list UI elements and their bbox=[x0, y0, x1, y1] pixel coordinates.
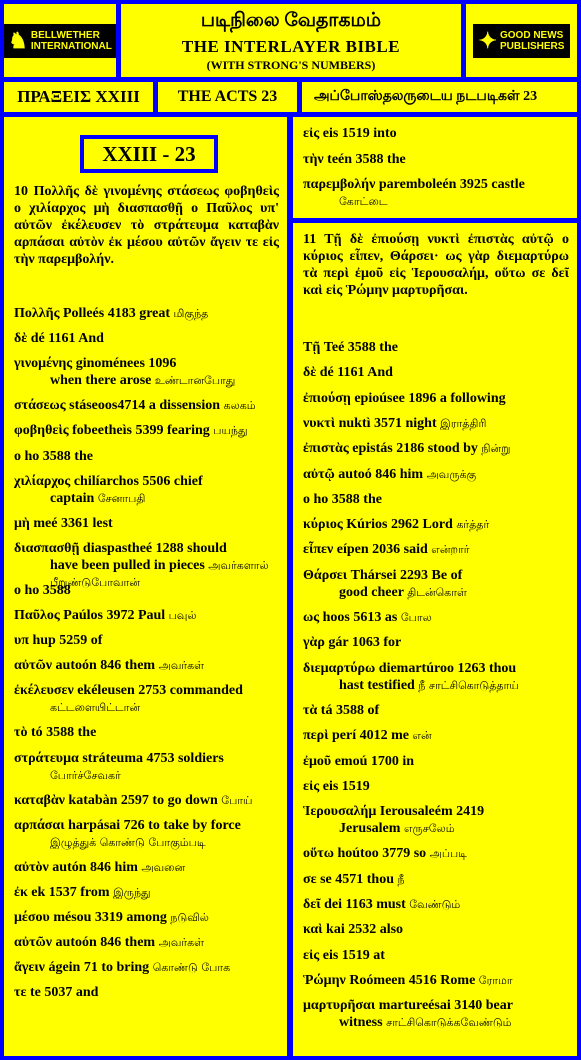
translit-strongs-gloss: ek 1537 from bbox=[27, 884, 114, 900]
greek-word: καταβὰν bbox=[14, 792, 65, 808]
word-entry bbox=[303, 871, 569, 888]
logo-line2: PUBLISHERS bbox=[499, 40, 565, 52]
word-entry bbox=[14, 515, 280, 532]
translit-strongs-gloss: mésou 3319 among bbox=[49, 910, 171, 925]
translit-strongs-gloss: meé 3361 lest bbox=[29, 515, 113, 531]
word-entry bbox=[14, 909, 280, 926]
translit-strongs-gloss: dé 1161 And bbox=[27, 331, 104, 347]
greek-word: εἰς bbox=[303, 126, 320, 141]
tamil-gloss: பயந்து bbox=[213, 424, 248, 438]
greek-word: Ῥώμην bbox=[303, 972, 346, 988]
greek-word: περὶ bbox=[303, 728, 329, 744]
greek-word: Παῦλος bbox=[14, 608, 60, 623]
tamil-gloss: திடன்கொள் bbox=[407, 585, 467, 599]
greek-word: παρεμβολήν bbox=[303, 177, 376, 192]
title-tamil: படிநிலை வேதாகமம் bbox=[200, 10, 382, 31]
title-box bbox=[121, 4, 461, 77]
translit-strongs-gloss: te 5037 and bbox=[26, 985, 99, 1001]
tamil-gloss: கலகம் bbox=[223, 399, 256, 413]
translit-strongs-gloss: Polleés 4183 great bbox=[59, 306, 174, 321]
translit-strongs-gloss: nuktì 3571 night bbox=[335, 415, 441, 431]
left-logo-box bbox=[4, 4, 116, 77]
word-entry bbox=[303, 921, 569, 938]
tamil-gloss: நீ சாட்சிகொடுத்தாய் bbox=[418, 678, 519, 692]
word-entry bbox=[303, 364, 569, 381]
translit-strongs-gloss: diemartúroo 1263 thou bbox=[375, 660, 517, 676]
word-entry bbox=[303, 125, 569, 142]
word-entry bbox=[303, 660, 569, 694]
tamil-gloss: வேண்டும் bbox=[409, 898, 461, 911]
translit-strongs-gloss: tá 3588 of bbox=[317, 702, 380, 718]
word-entry bbox=[303, 803, 569, 837]
gloss-continuation bbox=[303, 193, 569, 210]
word-entry bbox=[303, 972, 569, 989]
word-entry bbox=[14, 817, 280, 851]
translit-strongs-gloss: ekéleusen 2753 commanded bbox=[73, 683, 243, 699]
greek-word: γὰρ bbox=[303, 635, 325, 651]
translit-strongs-gloss: Paúlos 3972 Paul bbox=[59, 608, 169, 623]
word-entry bbox=[303, 151, 569, 168]
translit-strongs-gloss: Roómeen 4516 Rome bbox=[345, 972, 479, 988]
word-entry bbox=[303, 415, 569, 432]
translit-strongs-gloss: ho 3588 the bbox=[310, 491, 382, 507]
word-entry bbox=[14, 422, 280, 439]
greek-word: ἐμοῦ bbox=[303, 753, 332, 769]
logo-line2: INTERNATIONAL bbox=[30, 40, 112, 52]
gloss-continuation bbox=[14, 834, 280, 851]
greek-word: Τῇ bbox=[303, 340, 321, 355]
greek-word: Θάρσει bbox=[303, 567, 348, 583]
translit-strongs-gloss: chilíarchos 5506 chief bbox=[70, 473, 203, 489]
word-entry bbox=[14, 448, 280, 465]
translit-strongs-gloss: epioúsee 1896 a following bbox=[350, 390, 506, 406]
translit-strongs-gloss: hoútoo 3779 so bbox=[333, 846, 430, 862]
word-entry bbox=[14, 397, 280, 414]
word-entry bbox=[14, 724, 280, 741]
translit-strongs-gloss: katabàn 2597 to go down bbox=[64, 792, 222, 808]
gloss-continuation bbox=[303, 820, 569, 837]
greek-word: μαρτυρῆσαι bbox=[303, 998, 376, 1014]
tamil-gloss: அவர்கள் bbox=[158, 659, 205, 673]
translit-strongs-gloss: eis 1519 into bbox=[319, 126, 397, 141]
gloss-continuation bbox=[303, 584, 569, 601]
word-entry bbox=[14, 657, 280, 674]
word-entry bbox=[303, 541, 569, 558]
word-entry bbox=[303, 753, 569, 770]
translit-strongs-gloss: ginoménees 1096 bbox=[72, 356, 177, 372]
bellwether-logo bbox=[4, 24, 116, 58]
right-logo-box bbox=[466, 4, 577, 77]
greek-word: ως bbox=[303, 610, 320, 625]
word-entry bbox=[14, 859, 280, 876]
gloss-continuation bbox=[303, 1014, 569, 1031]
translit-strongs-gloss: diaspastheé 1288 should bbox=[79, 540, 227, 556]
greek-word: αὐτῶν bbox=[14, 935, 53, 951]
word-entry bbox=[14, 607, 280, 624]
english-book-header: THE ACTS 23 bbox=[158, 82, 297, 112]
translit-strongs-gloss: ágein 71 to bring bbox=[44, 960, 153, 976]
word-entry bbox=[14, 632, 280, 649]
greek-word: δὲ bbox=[303, 365, 317, 381]
tamil-gloss: நீ bbox=[397, 872, 405, 886]
english-gloss-cont: captain bbox=[50, 490, 98, 506]
english-gloss-cont: hast testified bbox=[339, 677, 419, 693]
tamil-gloss: இராத்திரி bbox=[440, 416, 487, 430]
greek-word: αρπάσαι bbox=[14, 817, 65, 833]
word-entry bbox=[14, 305, 280, 322]
greek-word: ο bbox=[14, 582, 21, 598]
title-sub: (WITH STRONG'S NUMBERS) bbox=[206, 58, 376, 72]
lamb-icon: ♞ bbox=[8, 27, 28, 53]
translit-strongs-gloss: epistás 2186 stood by bbox=[348, 441, 482, 457]
word-entry bbox=[303, 440, 569, 457]
tamil-gloss: அவர்களால் பீறுண்டுபோவான் bbox=[50, 558, 269, 589]
greek-word: τὰ bbox=[303, 702, 318, 718]
greek-word: ἐκέλευσεν bbox=[14, 683, 74, 699]
greek-word: καὶ bbox=[303, 922, 323, 938]
greek-word: νυκτὶ bbox=[303, 415, 336, 431]
translit-strongs-gloss: dei 1163 must bbox=[320, 897, 410, 912]
tamil-gloss: போர்ச்சேவகர் bbox=[50, 768, 121, 782]
tamil-gloss: நடுவில் bbox=[170, 911, 209, 924]
word-entry bbox=[303, 896, 569, 913]
word-entry bbox=[303, 176, 569, 210]
word-entry bbox=[14, 884, 280, 901]
translit-strongs-gloss: eis 1519 at bbox=[319, 947, 385, 963]
translit-strongs-gloss: tó 3588 the bbox=[27, 725, 97, 741]
translit-strongs-gloss: teén 3588 the bbox=[323, 151, 406, 167]
tamil-gloss: பவுல் bbox=[168, 609, 197, 622]
translit-strongs-gloss: eípen 2036 said bbox=[333, 542, 432, 558]
greek-word: ἄγειν bbox=[14, 960, 45, 976]
gloss-continuation bbox=[14, 490, 280, 507]
translit-strongs-gloss: stráteuma 4753 soldiers bbox=[78, 750, 224, 766]
english-gloss-cont: witness bbox=[339, 1015, 387, 1031]
right-top-column bbox=[293, 117, 577, 218]
word-entry bbox=[303, 947, 569, 964]
translit-strongs-gloss: autoón 846 them bbox=[52, 658, 159, 674]
chapter-label: XXIII - 23 bbox=[80, 135, 218, 173]
translit-strongs-gloss: emoú 1700 in bbox=[331, 753, 415, 769]
word-entry bbox=[303, 702, 569, 719]
translit-strongs-gloss: dé 1161 And bbox=[316, 365, 393, 381]
tamil-gloss: என்றார் bbox=[431, 543, 470, 557]
right-bottom-column bbox=[293, 223, 577, 1056]
word-entry bbox=[303, 491, 569, 508]
greek-word: υπ bbox=[14, 633, 29, 649]
word-entry bbox=[14, 682, 280, 716]
tamil-gloss: உண்டானபோது bbox=[154, 374, 236, 388]
good-news-logo bbox=[473, 24, 571, 58]
logo-line1: BELLWETHER bbox=[30, 29, 100, 41]
greek-word: Ἱερουσαλήμ bbox=[303, 804, 377, 820]
left-column bbox=[4, 117, 287, 1056]
tamil-gloss: அவர்கள் bbox=[158, 936, 205, 950]
english-gloss-cont: good cheer bbox=[339, 584, 408, 600]
greek-word: εἰς bbox=[303, 778, 320, 794]
tamil-gloss: கர்த்தர் bbox=[456, 518, 490, 532]
tamil-gloss: போல bbox=[400, 611, 432, 624]
greek-word: εἶπεν bbox=[303, 542, 334, 558]
translit-strongs-gloss: martureésai 3140 bear bbox=[375, 998, 513, 1014]
greek-word: μέσου bbox=[14, 910, 50, 925]
greek-word: φοβηθεὶς bbox=[14, 423, 69, 439]
word-entry bbox=[14, 792, 280, 809]
translit-strongs-gloss: hoos 5613 as bbox=[319, 610, 401, 625]
word-entry bbox=[303, 609, 569, 626]
word-entry bbox=[14, 330, 280, 347]
greek-word: δεῖ bbox=[303, 897, 321, 912]
translit-strongs-gloss: eis 1519 bbox=[319, 778, 370, 794]
greek-word: οὕτω bbox=[303, 846, 334, 862]
translit-strongs-gloss: autoó 846 him bbox=[334, 466, 427, 482]
greek-word: μὴ bbox=[14, 515, 30, 531]
greek-book-header: ΠΡΑΞΕΙΣ XXIII bbox=[4, 82, 153, 112]
tamil-book-header: அப்போஸ்தலருடைய நடபடிகள் 23 bbox=[302, 82, 577, 112]
greek-word: ο bbox=[14, 448, 21, 464]
tamil-gloss: போய் bbox=[221, 793, 253, 807]
verse-11-text: 11 Τῇ δὲ ἐπιούσῃ νυκτὶ ἐπιστὰς αὐτῷ ο κύριος εἶπεν, Θάρσει· ως γὰρ διεμαρτύρω τὰ περὶ ἐμοῦ εἰς Ἱερουσαλήμ, οὕτω σε δεῖ καὶ εἰς Ῥώμην μαρτυρῆσαι. bbox=[303, 232, 569, 298]
word-entry bbox=[303, 845, 569, 862]
word-entry bbox=[303, 567, 569, 601]
translit-strongs-gloss: kai 2532 also bbox=[322, 922, 404, 938]
word-entry bbox=[303, 339, 569, 356]
word-entry bbox=[303, 997, 569, 1031]
greek-word: τε bbox=[14, 985, 27, 1001]
greek-word: ἐκ bbox=[14, 884, 28, 900]
translit-strongs-gloss: se 4571 thou bbox=[316, 871, 398, 887]
translit-strongs-gloss: gár 1063 for bbox=[324, 635, 402, 651]
translit-strongs-gloss: Ierousaleém 2419 bbox=[376, 804, 485, 820]
translit-strongs-gloss: Thársei 2293 Be of bbox=[347, 567, 463, 583]
translit-strongs-gloss: Teé 3588 the bbox=[320, 340, 398, 355]
tamil-gloss: கோட்டை bbox=[339, 195, 388, 208]
gloss-continuation bbox=[14, 767, 280, 784]
greek-word: διασπασθῇ bbox=[14, 540, 80, 556]
tamil-gloss: மிகுந்த bbox=[173, 307, 209, 320]
greek-word: σε bbox=[303, 871, 317, 887]
greek-word: στράτευμα bbox=[14, 750, 79, 766]
word-entry bbox=[14, 984, 280, 1001]
greek-word: ο bbox=[303, 491, 310, 507]
english-gloss-cont: when there arose bbox=[50, 373, 155, 389]
translit-strongs-gloss: autón 846 him bbox=[48, 859, 142, 875]
greek-word: τὸ bbox=[14, 725, 28, 741]
translit-strongs-gloss: stáseoos4714 a dissension bbox=[65, 398, 224, 414]
greek-word: στάσεως bbox=[14, 398, 66, 414]
tamil-gloss: இழுத்துக் கொண்டு போகும்படி bbox=[50, 835, 206, 849]
greek-word: χιλίαρχος bbox=[14, 473, 71, 489]
word-entry bbox=[303, 778, 569, 795]
word-entry bbox=[303, 727, 569, 744]
tamil-gloss: அவருக்கு bbox=[426, 467, 477, 481]
tamil-gloss: எருசலேம் bbox=[403, 822, 455, 836]
english-gloss-cont: have been pulled in pieces bbox=[50, 557, 209, 573]
greek-word: εἰς bbox=[303, 947, 320, 963]
greek-word: δὲ bbox=[14, 331, 28, 347]
greek-word: αὐτῶν bbox=[14, 658, 53, 674]
word-entry bbox=[14, 959, 280, 976]
greek-word: διεμαρτύρω bbox=[303, 660, 376, 676]
translit-strongs-gloss: autoón 846 them bbox=[52, 935, 159, 951]
tamil-gloss: என் bbox=[412, 729, 432, 743]
logo-line1: GOOD NEWS bbox=[499, 29, 564, 41]
greek-word: γινομένης bbox=[14, 356, 73, 372]
english-gloss-cont: Jerusalem bbox=[339, 821, 404, 837]
word-entry bbox=[303, 390, 569, 407]
translit-strongs-gloss: hup 5259 of bbox=[28, 633, 103, 649]
gloss-continuation bbox=[14, 372, 280, 389]
tamil-gloss: சேனாபதி bbox=[97, 491, 146, 505]
greek-word: ἐπιστὰς bbox=[303, 441, 349, 457]
word-entry bbox=[14, 750, 280, 784]
tamil-gloss: கட்டளையிட்டான் bbox=[50, 701, 141, 715]
greek-word: ἐπιούσῃ bbox=[303, 390, 351, 406]
tamil-gloss: சாட்சிகொடுக்கவேண்டும் bbox=[386, 1016, 512, 1030]
word-entry bbox=[14, 355, 280, 389]
tamil-gloss: இருந்து bbox=[113, 885, 151, 899]
greek-word: αὐτὸν bbox=[14, 859, 49, 875]
translit-strongs-gloss: harpásai 726 to take by force bbox=[64, 817, 241, 833]
translit-strongs-gloss: ho 3588 bbox=[21, 582, 71, 598]
tamil-gloss: அப்படி bbox=[429, 847, 467, 861]
translit-strongs-gloss: Kúrios 2962 Lord bbox=[342, 517, 457, 533]
word-entry bbox=[14, 473, 280, 507]
book-icon: ✦ bbox=[478, 27, 497, 53]
translit-strongs-gloss: ho 3588 the bbox=[21, 448, 93, 464]
greek-word: κύριος bbox=[303, 517, 343, 533]
title-main: THE INTERLAYER BIBLE bbox=[181, 37, 401, 56]
tamil-gloss: கொண்டு போக bbox=[152, 961, 231, 975]
translit-strongs-gloss: paremboleén 3925 castle bbox=[375, 177, 525, 192]
translit-strongs-gloss: perí 4012 me bbox=[328, 728, 413, 744]
translit-strongs-gloss: fobeetheìs 5399 fearing bbox=[68, 423, 214, 439]
greek-word: τὴν bbox=[303, 151, 324, 167]
word-entry bbox=[14, 582, 280, 599]
word-entry bbox=[14, 934, 280, 951]
verse-10-text: 10 Πολλῆς δὲ γινομένης στάσεως φοβηθεὶς ο χιλίαρχος μὴ διασπασθῇ ο Παῦλος υπ' αὐτῶν ἐκέλευσεν τὸ στράτευμα καταβὰν αρπάσαι αὐτὸν ἐκ μέσου αὐτῶν ἄγειν τε εἰς τὴν παρεμβολήν. bbox=[14, 184, 279, 267]
greek-word: Πολλῆς bbox=[14, 306, 60, 321]
greek-word: αὐτῷ bbox=[303, 466, 335, 482]
word-entry bbox=[303, 516, 569, 533]
tamil-gloss: ரோமா bbox=[478, 973, 513, 987]
word-entry bbox=[303, 466, 569, 483]
tamil-gloss: நின்று bbox=[481, 442, 511, 456]
tamil-gloss: அவனை bbox=[141, 860, 186, 874]
word-entry bbox=[303, 634, 569, 651]
gloss-continuation bbox=[303, 677, 569, 694]
gloss-continuation bbox=[14, 699, 280, 716]
